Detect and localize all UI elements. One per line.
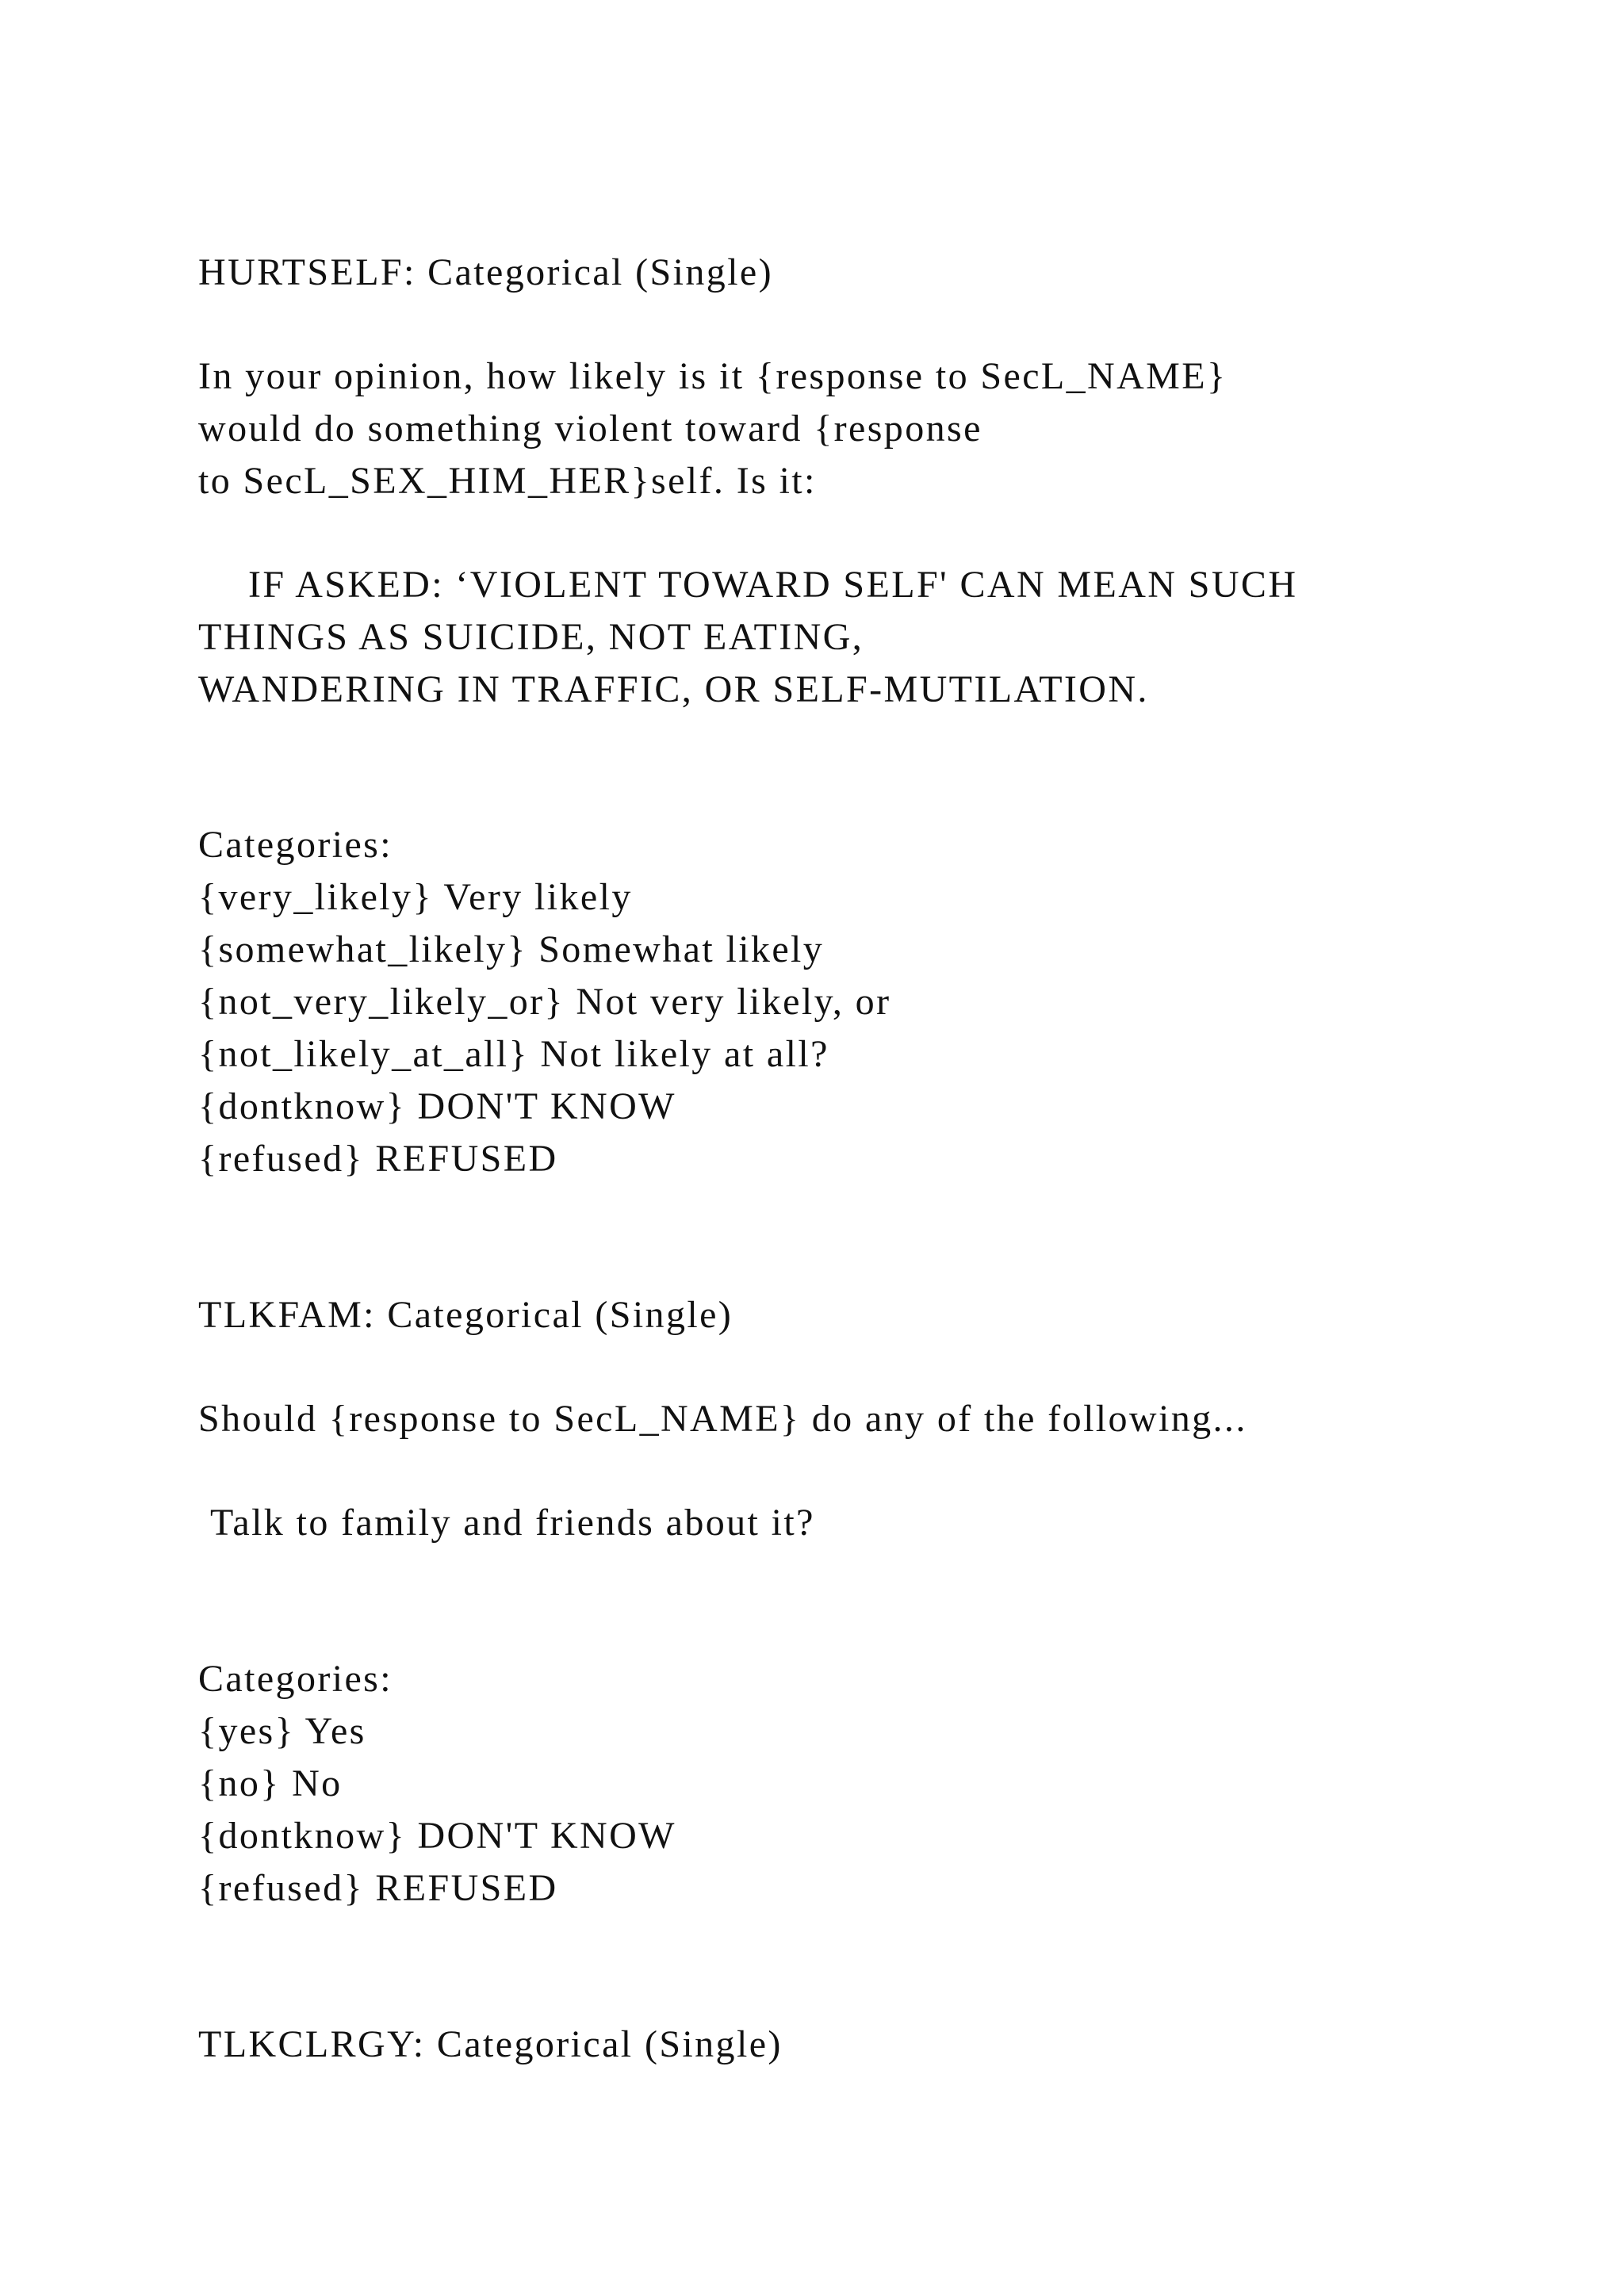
category-item: {somewhat_likely} Somewhat likely bbox=[198, 928, 825, 970]
section-heading-hurtself: HURTSELF: Categorical (Single) bbox=[198, 251, 774, 293]
category-item: {not_likely_at_all} Not likely at all? bbox=[198, 1033, 829, 1075]
question-line: would do something violent toward {response bbox=[198, 408, 982, 450]
interviewer-note-line: THINGS AS SUICIDE, NOT EATING, bbox=[198, 616, 864, 658]
category-item: {dontknow} DON'T KNOW bbox=[198, 1815, 676, 1857]
interviewer-note-line: IF ASKED: ‘VIOLENT TOWARD SELF' CAN MEAN SUCH bbox=[248, 564, 1298, 606]
question-line: to SecL_SEX_HIM_HER}self. Is it: bbox=[198, 460, 817, 502]
categories-label: Categories: bbox=[198, 1658, 393, 1700]
categories-label: Categories: bbox=[198, 824, 393, 866]
category-item: {dontknow} DON'T KNOW bbox=[198, 1085, 676, 1127]
section-heading-tlkfam: TLKFAM: Categorical (Single) bbox=[198, 1294, 733, 1336]
interviewer-note-line: WANDERING IN TRAFFIC, OR SELF-MUTILATION. bbox=[198, 668, 1149, 710]
section-heading-tlkclrgy: TLKCLRGY: Categorical (Single) bbox=[198, 2023, 783, 2065]
question-line: In your opinion, how likely is it {response to SecL_NAME} bbox=[198, 355, 1228, 397]
category-item: {very_likely} Very likely bbox=[198, 876, 633, 918]
question-line: Talk to family and friends about it? bbox=[210, 1502, 815, 1544]
category-item: {yes} Yes bbox=[198, 1710, 366, 1752]
category-item: {no} No bbox=[198, 1762, 343, 1804]
category-item: {not_very_likely_or} Not very likely, or bbox=[198, 981, 891, 1023]
question-line: Should {response to SecL_NAME} do any of the following... bbox=[198, 1398, 1247, 1440]
category-item: {refused} REFUSED bbox=[198, 1138, 558, 1180]
category-item: {refused} REFUSED bbox=[198, 1867, 558, 1909]
